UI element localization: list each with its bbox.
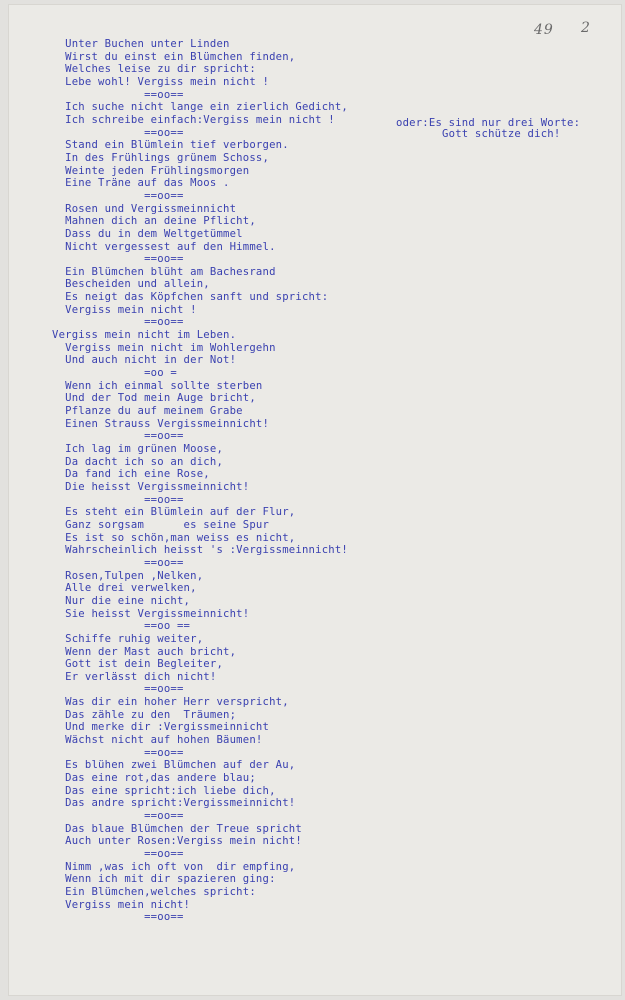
text-line: Es neigt das Köpfchen sanft und spricht: <box>52 291 329 304</box>
text-line: Schiffe ruhig weiter, <box>52 632 204 645</box>
text-line: Die heisst Vergissmeinnicht! <box>52 480 250 493</box>
text-line: Und merke dir :Vergissmeinnicht <box>52 721 270 734</box>
text-line: Das andre spricht:Vergissmeinnicht! <box>52 797 296 810</box>
text-line: Rosen und Vergissmeinnicht <box>52 202 237 215</box>
text-line: Und der Tod mein Auge bricht, <box>52 392 256 405</box>
text-line: Ich schreibe einfach:Vergiss mein nicht ! <box>52 113 335 126</box>
text-line: Das eine rot,das andere blau; <box>52 772 256 785</box>
text-line: Welches leise zu dir spricht: <box>52 63 256 76</box>
text-line: Und auch nicht in der Not! <box>52 354 237 367</box>
separator: ==oo== <box>52 810 184 823</box>
separator: ==oo== <box>52 683 184 696</box>
text-line: Ein Blümchen,welches spricht: <box>52 885 256 898</box>
text-line: Ganz sorgsam es seine Spur <box>52 518 270 531</box>
separator: ==oo== <box>52 911 184 924</box>
text-line: Stand ein Blümlein tief verborgen. <box>52 139 289 152</box>
text-line: Bescheiden und allein, <box>52 278 210 291</box>
separator: ==oo== <box>52 88 184 101</box>
text-line: Nicht vergessest auf den Himmel. <box>52 240 276 253</box>
separator: =oo = <box>52 367 177 380</box>
text-line: Das eine spricht:ich liebe dich, <box>52 784 276 797</box>
text-line: Wahrscheinlich heisst 's :Vergissmeinnicht! <box>52 544 349 557</box>
separator: ==oo== <box>52 316 184 329</box>
text-line: Rosen,Tulpen ,Nelken, <box>52 569 204 582</box>
separator: ==oo == <box>52 620 191 633</box>
text-line: Vergiss mein nicht im Leben. <box>52 329 237 342</box>
text-line: Vergiss mein nicht! <box>52 898 191 911</box>
text-line: Es blühen zwei Blümchen auf der Au, <box>52 759 296 772</box>
text-line: Wenn der Mast auch bricht, <box>52 645 237 658</box>
text-line: Er verlässt dich nicht! <box>52 670 217 683</box>
separator: ==oo== <box>52 556 184 569</box>
text-line: Alle drei verwelken, <box>52 582 197 595</box>
text-line: In des Frühlings grünem Schoss, <box>52 151 270 164</box>
poem-lines <box>52 38 348 924</box>
text-line: Nur die eine nicht, <box>52 594 191 607</box>
text-line: Eine Träne auf das Moos . <box>52 177 230 190</box>
separator: ==oo== <box>52 189 184 202</box>
text-line: Nimm ,was ich oft von dir empfing, <box>52 860 296 873</box>
separator: ==oo== <box>52 126 184 139</box>
text-line: Auch unter Rosen:Vergiss mein nicht! <box>52 835 302 848</box>
text-line: Ich suche nicht lange ein zierlich Gedicht, <box>52 101 349 114</box>
separator: ==oo== <box>52 746 184 759</box>
text-line: Wirst du einst ein Blümchen finden, <box>52 50 296 63</box>
text-line: Weinte jeden Frühlingsmorgen <box>52 164 250 177</box>
text-line: Gott ist dein Begleiter, <box>52 658 224 671</box>
text-line: Was dir ein hoher Herr verspricht, <box>52 696 289 709</box>
text-line: Sie heisst Vergissmeinnicht! <box>52 607 250 620</box>
text-line: Es ist so schön,man weiss es nicht, <box>52 531 296 544</box>
text-line: Vergiss mein nicht ! <box>52 303 197 316</box>
text-line: Da fand ich eine Rose, <box>52 468 210 481</box>
side-note-line: Gott schütze dich! <box>396 127 561 140</box>
text-line: Wenn ich einmal sollte sterben <box>52 379 263 392</box>
text-line: Mahnen dich an deine Pflicht, <box>52 215 256 228</box>
text-line: Unter Buchen unter Linden <box>52 38 230 50</box>
text-line: Ich lag im grünen Moose, <box>52 443 224 455</box>
text-line: Wächst nicht auf hohen Bäumen! <box>52 734 263 747</box>
text-line: Vergiss mein nicht im Wohlergehn <box>52 341 276 354</box>
page-mark: 2 <box>581 20 590 36</box>
separator: ==oo== <box>52 848 184 860</box>
text-line: Einen Strauss Vergissmeinnicht! <box>52 417 270 430</box>
text-line: Das blaue Blümchen der Treue spricht <box>52 822 302 835</box>
side-note <box>396 118 580 139</box>
text-line: Dass du in dem Weltgetümmel <box>52 227 243 240</box>
separator: ==oo== <box>52 430 184 443</box>
text-line: Es steht ein Blümlein auf der Flur, <box>52 506 296 519</box>
separator: ==oo== <box>52 493 184 506</box>
text-line: Lebe wohl! Vergiss mein nicht ! <box>52 75 270 88</box>
page-number: 49 <box>534 22 554 38</box>
side-note-line: oder:Es sind nur drei Worte: <box>396 117 581 129</box>
text-line: Ein Blümchen blüht am Bachesrand <box>52 265 276 278</box>
separator: ==oo== <box>52 253 184 266</box>
text-line: Wenn ich mit dir spazieren ging: <box>52 873 276 886</box>
text-line: Das zähle zu den Träumen; <box>52 708 237 721</box>
text-line: Pflanze du auf meinem Grabe <box>52 405 243 418</box>
text-line: Da dacht ich so an dich, <box>52 455 224 468</box>
